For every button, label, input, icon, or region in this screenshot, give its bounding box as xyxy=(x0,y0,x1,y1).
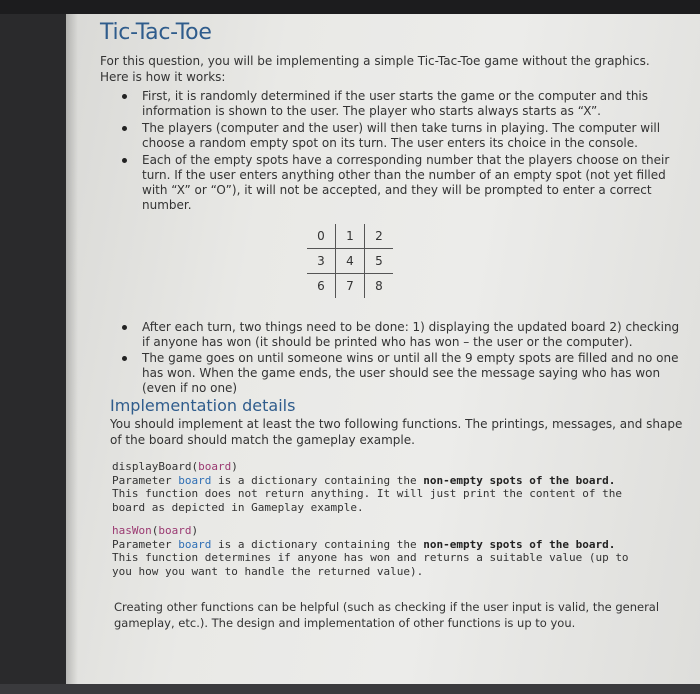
list-item xyxy=(118,153,669,213)
board-row xyxy=(307,249,393,274)
board-cell: 2 xyxy=(365,224,394,249)
list-item-line: turn. If the user enters anything other than the number of an empty spot (not yet filled xyxy=(142,168,666,182)
bullet-icon xyxy=(122,126,127,131)
list-item-line: The players (computer and the user) will then take turns in playing. The computer will xyxy=(142,121,661,135)
function-param: board xyxy=(198,460,232,473)
list-item-line: First, it is randomly determined if the user starts the game or the computer and this xyxy=(142,89,649,103)
board-diagram xyxy=(307,224,393,298)
function-param: board xyxy=(158,524,192,537)
intro-line: Here is how it works: xyxy=(100,69,226,84)
bullet-icon xyxy=(122,356,127,361)
board-cell: 6 xyxy=(307,274,336,299)
document-page xyxy=(66,14,700,684)
bullet-icon xyxy=(122,325,127,330)
code-text: is a dictionary containing the xyxy=(211,473,424,487)
function-desc-line: you how you want to handle the returned value). xyxy=(112,564,424,578)
list-item xyxy=(118,320,679,350)
function-desc-line xyxy=(112,538,629,552)
board-row xyxy=(307,224,393,249)
board-cell: 5 xyxy=(365,249,394,274)
function-signature: displayBoard(board) xyxy=(112,460,238,473)
function-signature: hasWon(board) xyxy=(112,524,199,537)
closing-line: gameplay, etc.). The design and implementation of other functions is up to you. xyxy=(114,615,576,630)
closing-line: Creating other functions can be helpful (such as checking if the user input is valid, the general xyxy=(114,600,660,614)
code-text: Parameter xyxy=(112,537,179,551)
impl-paragraph xyxy=(110,417,682,448)
rules-list-a xyxy=(118,89,669,214)
list-item-line: with “X” or “O”), it will not be accepted, and they will be prompted to enter a correct xyxy=(142,183,652,197)
board-row xyxy=(307,274,393,299)
board-cell: 0 xyxy=(307,224,336,249)
board-cell: 8 xyxy=(375,279,383,293)
function-desc-line: board as depicted in Gameplay example. xyxy=(112,500,364,514)
impl-line: of the board should match the gameplay example. xyxy=(110,432,415,447)
list-item-line: number. xyxy=(142,198,192,212)
function-desc-line: This function determines if anyone has won and returns a suitable value (up to xyxy=(112,551,629,564)
code-bold: non-empty spots of the board. xyxy=(423,537,616,551)
board-cell: 4 xyxy=(336,249,365,274)
bullet-icon xyxy=(122,94,127,99)
code-text: Parameter xyxy=(112,473,179,487)
page-shadow xyxy=(66,14,78,684)
page-title: Tic-Tac-Toe xyxy=(100,20,212,45)
code-keyword: board xyxy=(178,473,212,487)
function-spec-haswon xyxy=(112,524,629,578)
function-name: hasWon xyxy=(112,524,152,537)
code-keyword: board xyxy=(178,537,212,551)
closing-paragraph xyxy=(114,600,659,631)
list-item-line: information is shown to the user. The player who starts always starts as “X”. xyxy=(142,104,601,118)
list-item-line: After each turn, two things need to be done: 1) displaying the updated board 2) checking xyxy=(142,320,680,334)
top-edge xyxy=(0,0,700,14)
board-cell: 1 xyxy=(336,224,365,249)
function-desc-line: This function does not return anything. It will just print the content of the xyxy=(112,487,622,500)
function-spec-displayboard xyxy=(112,460,622,514)
list-item-line: (even if no one) xyxy=(142,381,238,395)
code-text: is a dictionary containing the xyxy=(211,537,424,551)
function-name: displayBoard xyxy=(112,460,192,473)
rules-list-b xyxy=(118,320,679,397)
board-cell: 3 xyxy=(307,249,336,274)
list-item xyxy=(118,351,679,396)
impl-line: You should implement at least the two following functions. The printings, messages, and shape xyxy=(110,417,683,431)
list-item-line: Each of the empty spots have a corresponding number that the players choose on their xyxy=(142,153,670,167)
bullet-icon xyxy=(122,158,127,163)
list-item-line: The game goes on until someone wins or until all the 9 empty spots are filled and no one xyxy=(142,351,679,365)
list-item-line: has won. When the game ends, the user should see the message saying who has won xyxy=(142,366,661,380)
intro-line: For this question, you will be implementing a simple Tic-Tac-Toe game without the graphics. xyxy=(100,54,650,68)
code-bold: non-empty spots of the board. xyxy=(423,473,616,487)
bottom-edge xyxy=(0,684,700,694)
list-item xyxy=(118,121,669,151)
intro-paragraph xyxy=(100,54,650,85)
list-item-line: choose a random empty spot on its turn. The user enters its choice in the console. xyxy=(142,136,638,150)
section-heading: Implementation details xyxy=(110,396,296,415)
function-desc-line xyxy=(112,474,622,488)
list-item xyxy=(118,89,669,119)
board-cell: 7 xyxy=(336,274,365,299)
list-item-line: if anyone has won (it should be printed who has won – the user or the computer). xyxy=(142,335,633,349)
